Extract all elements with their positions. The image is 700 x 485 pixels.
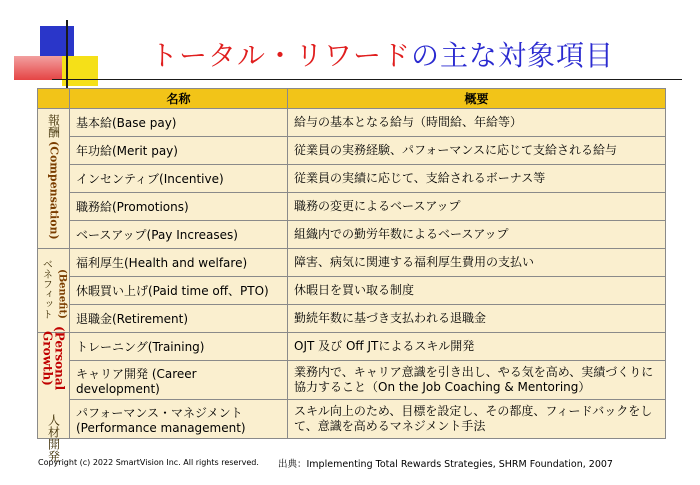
row-desc: 給与の基本となる給与（時間給、年給等） bbox=[288, 109, 666, 137]
table-header-row bbox=[38, 89, 666, 109]
row-desc: 業務内で、キャリア意識を引き出し、やる気を高め、実績づくりに協力すること（On the Job Coaching & Mentoring） bbox=[288, 361, 666, 400]
row-name: インセンティブ(Incentive) bbox=[70, 165, 288, 193]
row-desc: 障害、病気に関連する福利厚生費用の支払い bbox=[288, 249, 666, 277]
table-row bbox=[38, 305, 666, 333]
table-row bbox=[38, 249, 666, 277]
row-name: 職務給(Promotions) bbox=[70, 193, 288, 221]
table-row bbox=[38, 137, 666, 165]
table-row bbox=[38, 109, 666, 137]
category-growth bbox=[38, 326, 70, 462]
row-desc: 組織内での勤労年数によるベースアップ bbox=[288, 221, 666, 249]
category-compensation bbox=[38, 109, 70, 249]
header-summary: 概要 bbox=[288, 89, 666, 109]
table-row bbox=[38, 221, 666, 249]
table-row bbox=[38, 277, 666, 305]
table-row bbox=[38, 361, 666, 400]
row-name: 基本給(Base pay) bbox=[70, 109, 288, 137]
category-growth-en: (Personal Growth) bbox=[40, 326, 67, 391]
decor-square-red bbox=[14, 56, 64, 80]
source-citation: 出典：Implementing Total Rewards Strategies, SHRM Foundation, 2007 bbox=[278, 459, 613, 470]
table-row bbox=[38, 165, 666, 193]
title-underline bbox=[52, 79, 682, 80]
total-rewards-table bbox=[37, 88, 666, 462]
category-benefit-en: (Benefit) bbox=[56, 269, 68, 319]
table-row bbox=[38, 193, 666, 221]
category-compensation-en: (Compensation) bbox=[47, 141, 61, 240]
row-desc: 従業員の実績に応じて、支給されるボーナス等 bbox=[288, 165, 666, 193]
row-name: 退職金(Retirement) bbox=[70, 305, 288, 333]
row-name: ベースアップ(Pay Increases) bbox=[70, 221, 288, 249]
row-name: 休暇買い上げ(Paid time off、PTO) bbox=[70, 277, 288, 305]
title-accent: トータル・リワード bbox=[150, 39, 412, 72]
decor-vertical-line bbox=[66, 20, 68, 92]
title-rest: の主な対象項目 bbox=[411, 39, 615, 72]
row-name: 年功給(Merit pay) bbox=[70, 137, 288, 165]
header-spacer bbox=[38, 89, 70, 109]
table-row bbox=[38, 400, 666, 439]
row-desc: 職務の変更によるベースアップ bbox=[288, 193, 666, 221]
row-desc: スキル向上のため、目標を設定し、その都度、フィードバックをして、意識を高めるマネジメント手法 bbox=[288, 400, 666, 439]
category-benefit-jp: ベネフィット bbox=[40, 259, 52, 319]
row-name: 福利厚生(Health and welfare) bbox=[70, 249, 288, 277]
header-name: 名称 bbox=[70, 89, 288, 109]
row-name: トレーニング(Training) bbox=[70, 333, 288, 361]
table-row bbox=[38, 333, 666, 361]
copyright-notice: Copyright (c) 2022 SmartVision Inc. All rights reserved. bbox=[38, 458, 259, 467]
row-desc: OJT 及び Off JTによるスキル開発 bbox=[288, 333, 666, 361]
decor-square-blue bbox=[40, 26, 74, 60]
category-growth-jp: 人材開発 bbox=[46, 414, 61, 462]
row-name: パフォーマンス・マネジメント (Performance management) bbox=[70, 400, 288, 439]
row-desc: 休暇日を買い取る制度 bbox=[288, 277, 666, 305]
row-desc: 従業員の実務経験、パフォーマンスに応じて支給される給与 bbox=[288, 137, 666, 165]
row-desc: 勤続年数に基づき支払われる退職金 bbox=[288, 305, 666, 333]
row-name: キャリア開発 (Career development) bbox=[70, 361, 288, 400]
page-title bbox=[150, 34, 614, 74]
category-compensation-jp: 報酬 bbox=[46, 114, 61, 139]
